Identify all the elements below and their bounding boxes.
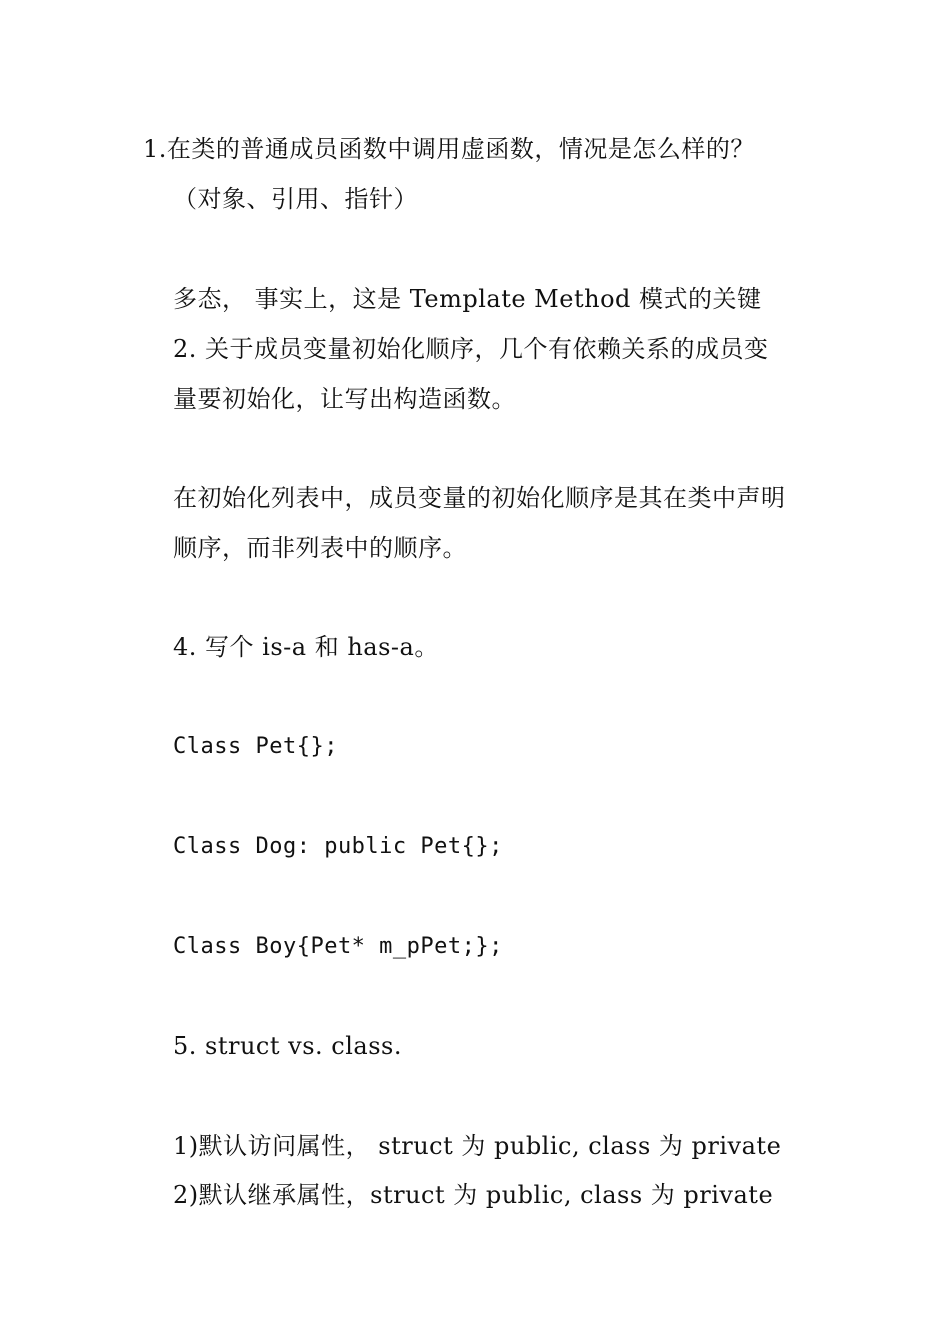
answer-5-line-1: 1)默认访问属性， struct 为 public, class 为 private [173,1132,782,1160]
answer-5-line-2: 2)默认继承属性，struct 为 public, class 为 private [173,1181,774,1209]
question-2-line-2: 量要初始化，让写出构造函数。 [173,385,516,413]
question-4: 4. 写个 is-a 和 has-a。 [173,633,439,661]
question-2-line-1: 2. 关于成员变量初始化顺序，几个有依赖关系的成员变 [173,335,769,363]
answer-2-line-2: 顺序，而非列表中的顺序。 [173,534,467,562]
question-1-line-2: （对象、引用、指针） [173,185,418,213]
question-5: 5. struct vs. class. [173,1032,402,1060]
answer-1: 多态， 事实上，这是 Template Method 模式的关键 [173,285,762,313]
code-line-boy: Class Boy{Pet* m_pPet;}; [173,934,503,959]
answer-2-line-1: 在初始化列表中，成员变量的初始化顺序是其在类中声明 [173,484,786,512]
code-line-dog: Class Dog: public Pet{}; [173,834,503,859]
question-1-line-1: 1.在类的普通成员函数中调用虚函数，情况是怎么样的？ [143,135,755,163]
code-line-pet: Class Pet{}; [173,734,338,759]
